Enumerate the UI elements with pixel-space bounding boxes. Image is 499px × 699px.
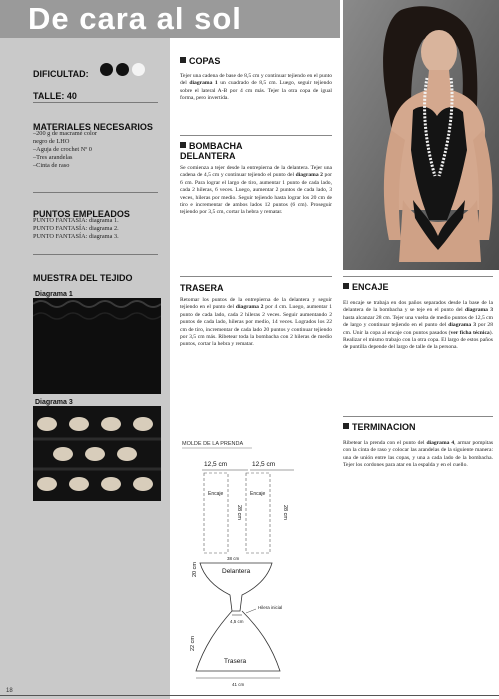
stitches-item: PUNTO FANTASÍA: diagrama 2. — [33, 225, 119, 232]
start-row-label: Hilera inicial — [258, 605, 283, 610]
bombacha-delantera-heading: BOMBACHA DELANTERA — [180, 141, 243, 161]
back-label: Trasera — [224, 658, 247, 665]
bullet-square-icon — [343, 283, 349, 289]
swatch1-image — [33, 298, 161, 394]
divider — [343, 276, 493, 277]
encaje-left-height: 28 cm — [236, 505, 242, 520]
pattern-diagram-drawing — [176, 437, 342, 699]
model-photo-image — [343, 0, 499, 270]
divider — [180, 135, 332, 136]
dim-top-right: 12,5 cm — [252, 461, 276, 468]
page-title: De cara al sol — [28, 1, 242, 36]
materials-item: negro de LHO — [33, 138, 70, 145]
divider — [33, 192, 158, 193]
copas-heading: COPAS — [180, 56, 332, 66]
swatch-heading: MUESTRA DEL TEJIDO — [33, 273, 133, 283]
front-height: 20 cm — [192, 562, 198, 577]
footer-rule — [0, 695, 499, 696]
terminacion-text: Ribetear la prenda con el punto del diagrama 4, armar pompitas con la cinta de raso y colocar las arandelas de la siguiente manera: una de unión entre las copas, y una a cada lado de la bombacha. Tejer los cordones para atar en la espalda y en el cuello. — [343, 440, 493, 469]
trasera-text: Retomar los puntos de la entrepierna de la delantera y seguir tejiendo en el punto del diagrama 2 por 4 cm. Luego, aumentar 1 punto de cada lado, cada 2 hileras 2 veces. Seguir aumentando 2 puntos de cada lado, hileras por medio, 14 veces. Logrados los 22 cm de tiro, incrementar de cada lado 20 puntos y continuar tejiendo por 3,5 cm más. Ribetear toda la bombacha con 2 hileras de medio puntos, cortar la hebra y rematar. — [180, 297, 332, 348]
difficulty-label: DIFICULTAD: — [33, 69, 89, 79]
swatch3-texture — [33, 406, 161, 501]
bullet-square-icon — [180, 57, 186, 63]
dim-top-left: 12,5 cm — [204, 461, 228, 468]
swatch1-label: Diagrama 1 — [35, 291, 73, 298]
page-number: 18 — [6, 688, 13, 694]
difficulty-dot-empty — [132, 63, 145, 76]
encaje-right-label: Encaje — [250, 491, 266, 497]
bombacha-delantera-section — [180, 141, 332, 217]
divider — [33, 102, 158, 103]
difficulty-dot-filled — [100, 63, 113, 76]
back-height: 22 cm — [190, 636, 196, 651]
swatch1-texture — [33, 298, 161, 394]
materials-item: –Tres arandelas — [33, 154, 73, 161]
encaje-left-label: Encaje — [208, 491, 224, 497]
stitches-item: PUNTO FANTASÍA: diagrama 1. — [33, 217, 119, 224]
front-label: Delantera — [222, 568, 251, 575]
size-label: TALLE: 40 — [33, 91, 77, 101]
bullet-square-icon — [180, 142, 186, 148]
back-width: 41 cm — [232, 682, 245, 687]
crotch-width: 4,5 cm — [230, 619, 244, 624]
materials-item: –Cinta de raso — [33, 162, 70, 169]
bullet-square-icon — [343, 423, 349, 429]
encaje-right-height: 28 cm — [282, 505, 288, 520]
materials-item: –200 g de macramé color — [33, 130, 97, 137]
encaje-text: El encaje se trabaja en dos paños separados desde la base de la delantera de la bombacha y se teje en el punto del diagrama 3 hasta alcanzar 28 cm. Tejer una vuelta de medio puntos de 12,5 cm de largo y continuar tejiendo en el punto del diagrama 3 por 28 cm. Unir la copa al encaje con puntos pasados (ver ficha técnica). Realizar el mismo trabajo con la otra copa. El largo de estos paños de puntilla depende del largo de talle de la persona. — [343, 300, 493, 351]
encaje-heading: ENCAJE — [343, 282, 493, 292]
swatch3-label: Diagrama 3 — [35, 399, 73, 406]
encaje-section — [343, 282, 493, 352]
stitches-item: PUNTO FANTASÍA: diagrama 3. — [33, 233, 119, 240]
terminacion-section — [343, 422, 493, 470]
swatch3-image — [33, 406, 161, 501]
stitches-list — [33, 217, 158, 241]
diagram-title: MOLDE DE LA PRENDA — [182, 441, 244, 447]
front-width: 38 cm — [227, 556, 240, 561]
trasera-section — [180, 283, 332, 349]
divider — [343, 416, 493, 417]
materials-list — [33, 130, 158, 170]
divider — [33, 254, 158, 255]
pattern-diagram — [176, 437, 342, 699]
materials-heading: MATERIALES NECESARIOS — [33, 122, 153, 132]
model-photo — [343, 0, 499, 270]
trasera-heading: TRASERA — [180, 283, 224, 293]
divider — [180, 276, 332, 277]
difficulty-dot-filled — [116, 63, 129, 76]
terminacion-heading: TERMINACION — [343, 422, 493, 432]
stitches-heading: PUNTOS EMPLEADOS — [33, 209, 130, 219]
difficulty-rating — [100, 63, 145, 76]
copas-text: Tejer una cadena de base de 8,5 cm y continuar tejiendo en el punto del diagrama 1 un cuadrado de 8,5 cm. Luego, seguir tejiendo sobre el lateral A-B por 4 cm más. Tejer la otra copa de igual forma, pero invertida. — [180, 73, 332, 102]
copas-section — [180, 56, 332, 103]
bombacha-delantera-text: Se comienza a tejer desde la entrepierna de la delantera. Tejer una cadena de 4,5 cm y continuar tejiendo el punto del diagrama 2 por 6 cm. Para lograr el largo de tiro, aumentar 1 punto de cada lado, cada 2 hileras, 6 veces. Luego, aumentar 2 puntos de cada lado, 3 veces, hileras por medio. Seguir tejiendo hasta lograr los 20 cm de tiro e incrementar de ambos lados 12 puntos (6 cm). Proseguir tejiendo por 3,5 cm, cortar la hebra y rematar. — [180, 165, 332, 216]
materials-item: –Aguja de crochet Nº 0 — [33, 146, 92, 153]
